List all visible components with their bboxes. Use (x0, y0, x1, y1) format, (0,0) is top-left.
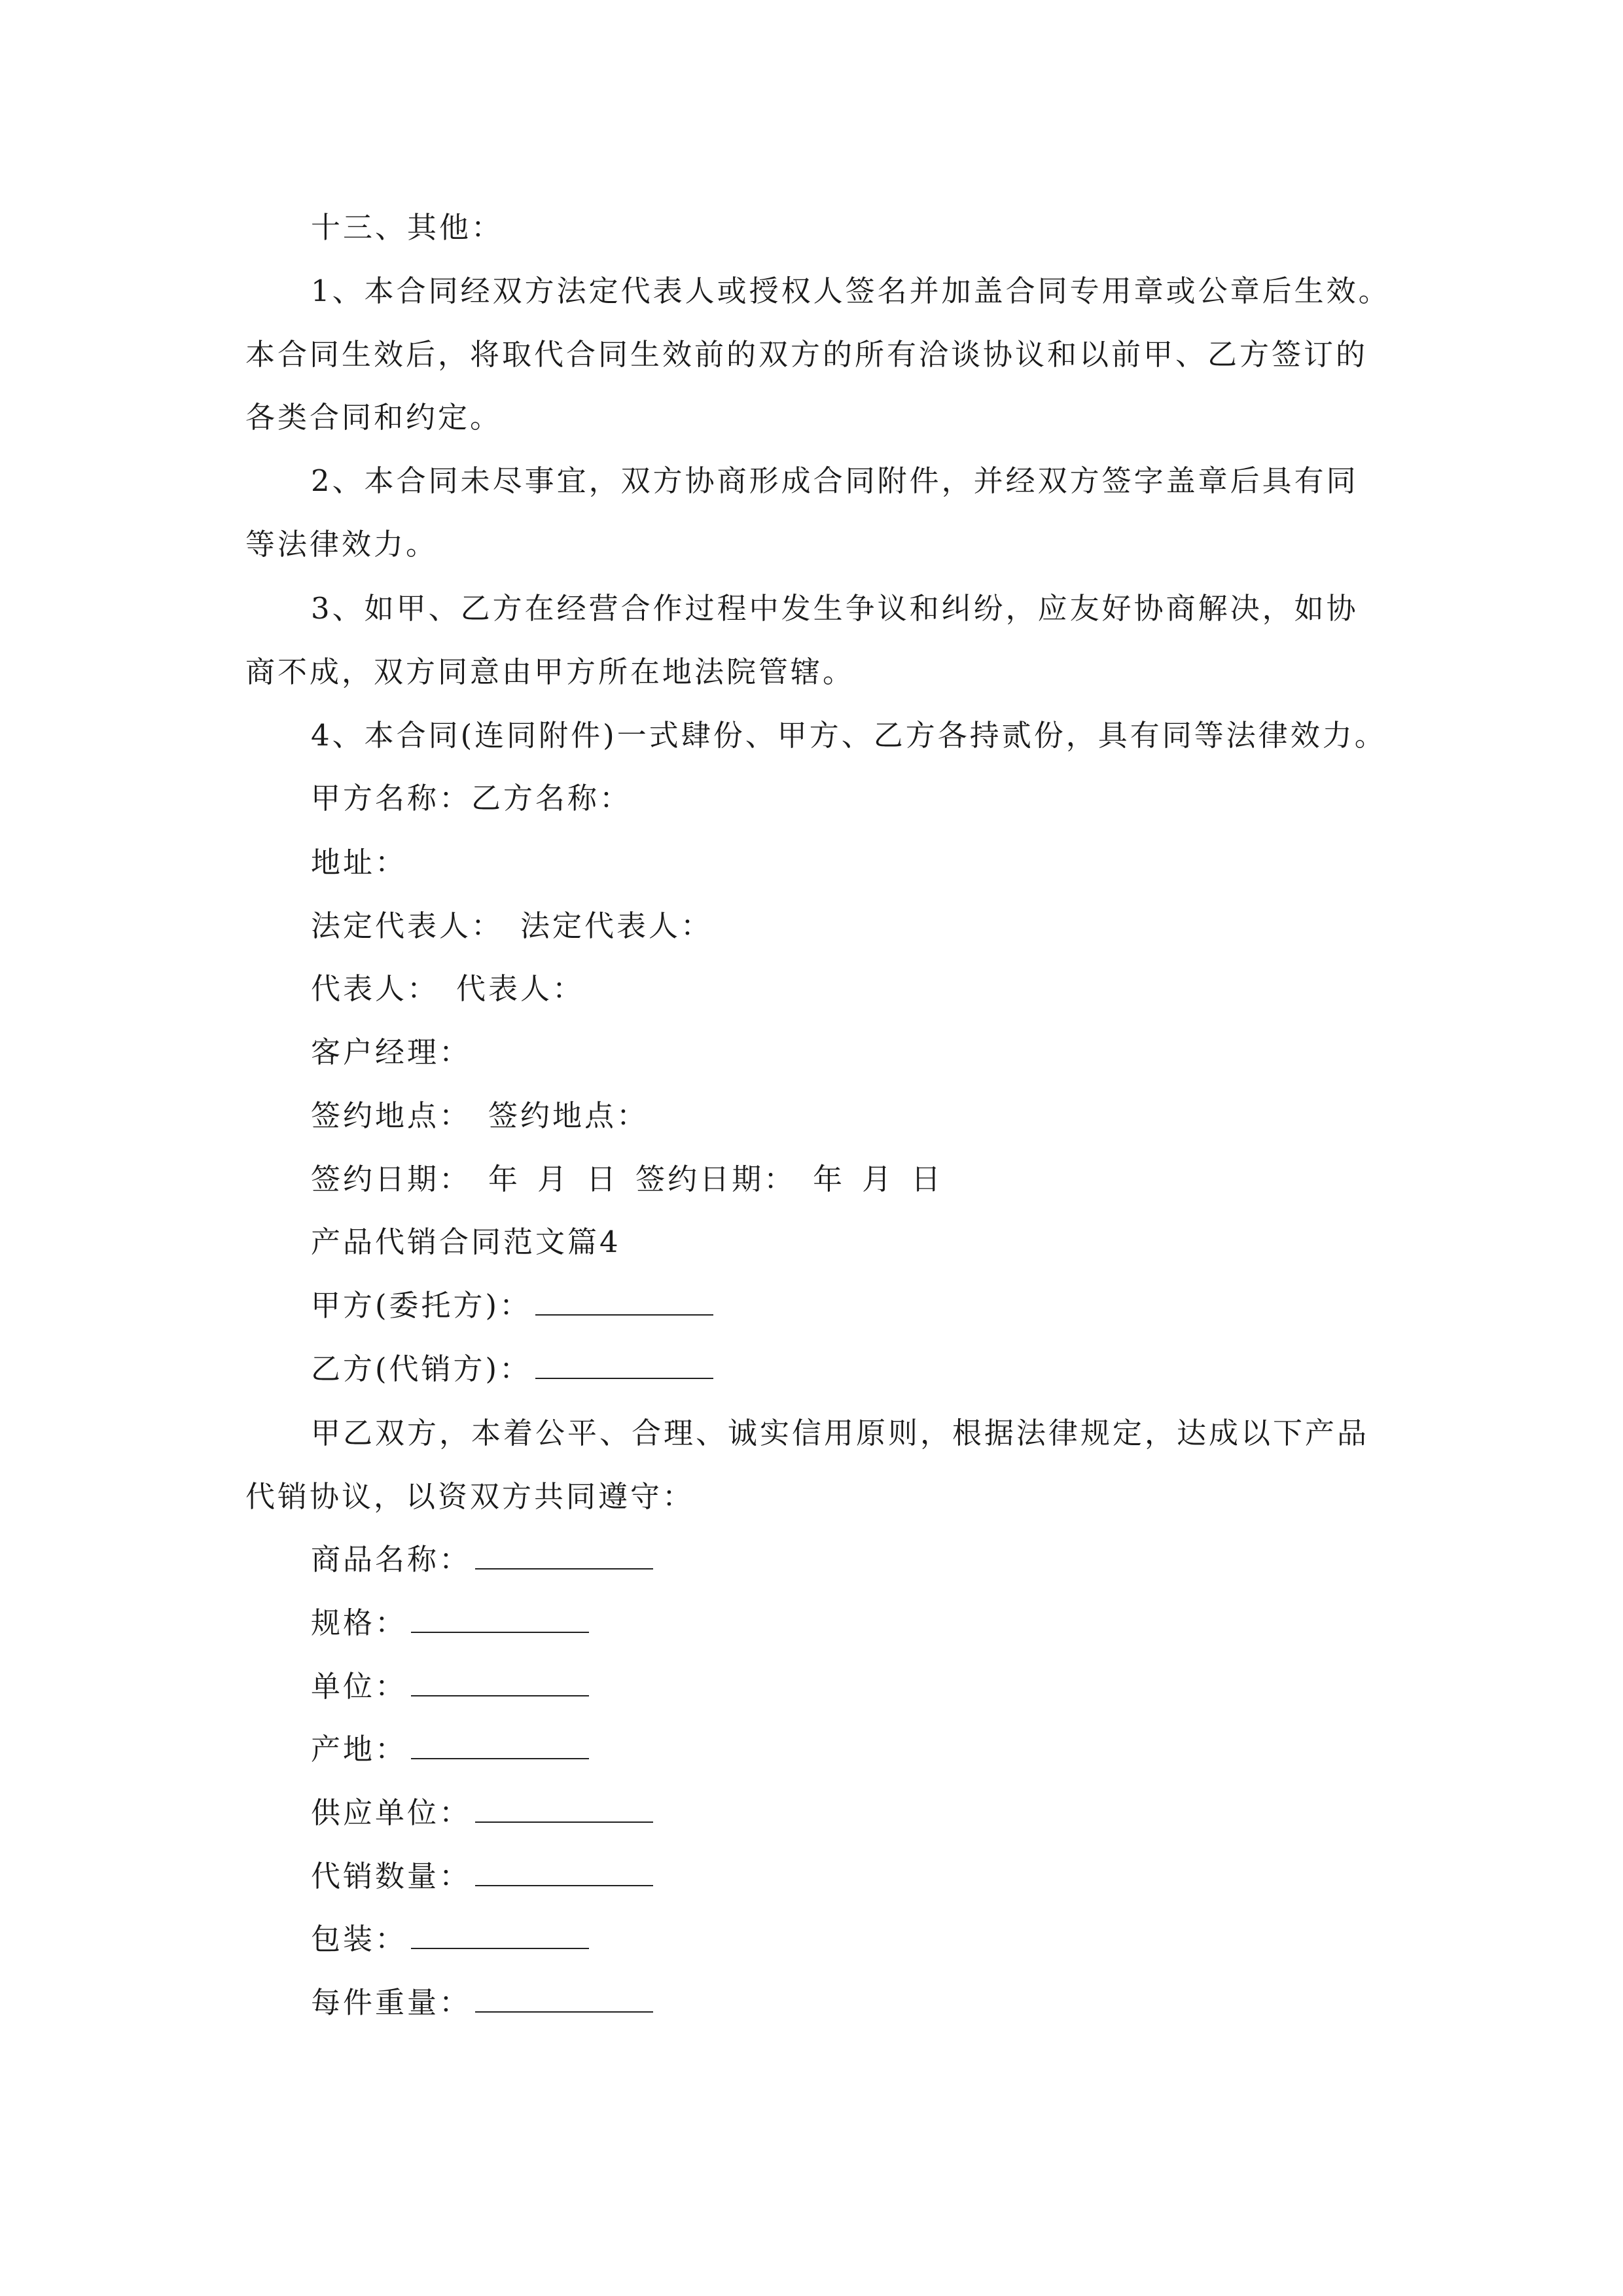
date-a-month: 月 (537, 1162, 570, 1196)
spec-blank (411, 1608, 589, 1633)
spec-row (311, 1604, 1463, 1643)
date-a-day: 日 (586, 1162, 619, 1196)
signature-party-names (311, 779, 1463, 818)
party-b-row (311, 1350, 1463, 1389)
packaging-blank (411, 1924, 589, 1949)
clause-4-line-1: 4、本合同(连同附件)一式肆份、甲方、乙方各持贰份，具有同等法律效力。 (311, 718, 1387, 753)
account-manager-label: 客户经理： (311, 1035, 472, 1069)
clause-3-line-1: 3、如甲、乙方在经营合作过程中发生争议和纠纷，应友好协商解决，如协 (311, 591, 1359, 626)
date-a-year: 年 (488, 1162, 521, 1196)
quantity-blank (475, 1861, 653, 1886)
date-b-label: 签约日期： (635, 1162, 796, 1196)
supplier-row (311, 1793, 1463, 1833)
supplier-label: 供应单位： (311, 1795, 472, 1830)
product-name-row (311, 1540, 1463, 1579)
unit-blank (411, 1672, 589, 1696)
unit-row (311, 1667, 1463, 1706)
section-heading-other: 十三、其他： (311, 210, 504, 245)
rep-a-label: 代表人： (311, 971, 440, 1006)
party-b-label: 乙方(代销方)： (311, 1352, 532, 1386)
quantity-row (311, 1857, 1463, 1896)
quantity-label: 代销数量： (311, 1859, 472, 1893)
product-name-blank (475, 1545, 653, 1570)
origin-blank (411, 1734, 589, 1759)
party-a-label: 甲方(委托方)： (311, 1288, 532, 1323)
place-a-label: 签约地点： (311, 1098, 472, 1133)
weight-blank (475, 1988, 653, 2013)
signature-reps (311, 969, 1463, 1009)
clause-2-line-1: 2、本合同未尽事宜，双方协商形成合同附件，并经双方签字盖章后具有同 (311, 463, 1359, 498)
weight-row (311, 1983, 1463, 2022)
date-b-year: 年 (813, 1162, 846, 1196)
clause-1-line-2: 本合同生效后，将取代合同生效前的双方的所有洽谈协议和以前甲、乙方签订的 (245, 337, 1368, 372)
legal-rep-b-label: 法定代表人： (520, 908, 713, 943)
packaging-label: 包装： (311, 1922, 408, 1956)
clause-2-line-2: 等法律效力。 (245, 527, 438, 562)
intro-line-2: 代销协议，以资双方共同遵守： (245, 1479, 695, 1514)
clause-1-line-3: 各类合同和约定。 (245, 400, 503, 435)
product-name-label: 商品名称： (311, 1542, 472, 1577)
place-b-label: 签约地点： (488, 1098, 649, 1133)
date-b-month: 月 (862, 1162, 895, 1196)
spec-label: 规格： (311, 1605, 408, 1640)
signature-legal-reps (311, 906, 1463, 946)
contract-4-title: 产品代销合同范文篇4 (311, 1225, 621, 1259)
signature-dates (311, 1160, 1463, 1199)
date-a-label: 签约日期： (311, 1162, 472, 1196)
address-label: 地址： (311, 845, 408, 880)
supplier-blank (475, 1798, 653, 1823)
clause-1-line-1: 1、本合同经双方法定代表人或授权人签名并加盖合同专用章或公章后生效。 (311, 274, 1391, 308)
intro-line-1: 甲乙双方，本着公平、合理、诚实信用原则，根据法律规定，达成以下产品 (311, 1416, 1370, 1450)
party-b-blank (535, 1354, 713, 1379)
legal-rep-a-label: 法定代表人： (311, 908, 504, 943)
origin-row (311, 1730, 1463, 1769)
date-b-day: 日 (911, 1162, 944, 1196)
rep-b-label: 代表人： (456, 971, 585, 1006)
weight-label: 每件重量： (311, 1985, 472, 2020)
party-a-blank (535, 1291, 713, 1316)
party-b-name-label: 乙方名称： (471, 781, 632, 816)
unit-label: 单位： (311, 1669, 408, 1704)
clause-3-line-2: 商不成，双方同意由甲方所在地法院管辖。 (245, 655, 855, 689)
party-a-name-label: 甲方名称： (311, 781, 472, 816)
origin-label: 产地： (311, 1732, 408, 1767)
packaging-row (311, 1920, 1463, 1959)
signature-places (311, 1096, 1463, 1136)
party-a-row (311, 1286, 1463, 1325)
